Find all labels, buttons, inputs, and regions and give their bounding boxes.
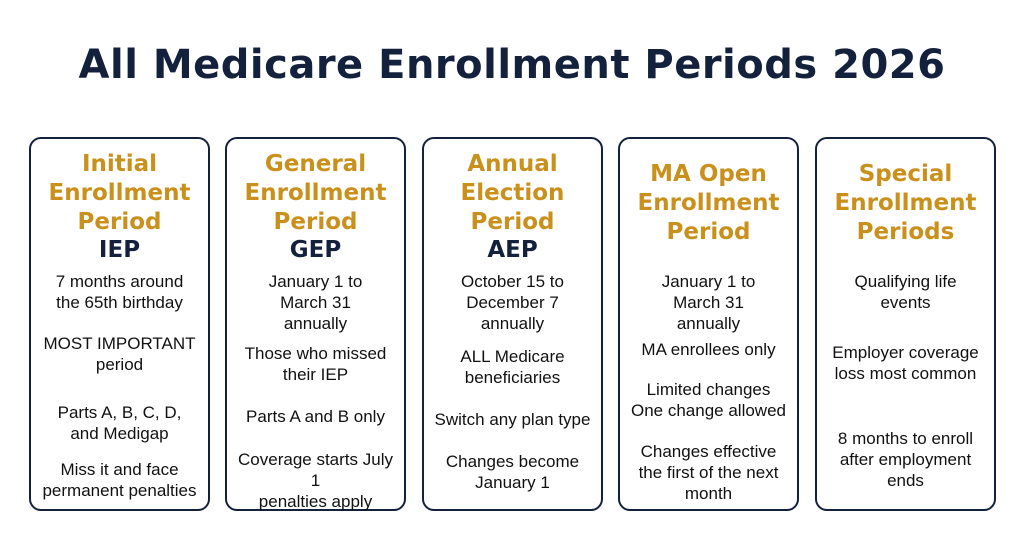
- card-detail: Coverage starts July 1 penalties apply: [238, 450, 393, 511]
- page-title: All Medicare Enrollment Periods 2026: [78, 42, 946, 88]
- card-detail: 8 months to enroll after employment ends: [837, 429, 974, 490]
- card-detail: January 1 to March 31 annually: [661, 272, 756, 333]
- card-annual-election-period: [422, 137, 603, 511]
- card-detail: Parts A, B, C, D, and Medigap: [57, 403, 182, 443]
- card-detail: MOST IMPORTANT period: [43, 334, 196, 374]
- card-period-abbr: IEP: [98, 237, 141, 263]
- card-detail: Switch any plan type: [434, 410, 591, 429]
- card-detail: Those who missed their IEP: [244, 344, 387, 384]
- card-detail: Limited changes One change allowed: [630, 380, 786, 420]
- card-detail: Parts A and B only: [246, 407, 385, 426]
- card-period-name: Annual Election Period: [460, 151, 565, 235]
- card-detail: Employer coverage loss most common: [832, 343, 979, 383]
- card-detail: October 15 to December 7 annually: [460, 272, 564, 333]
- card-detail: Qualifying life events: [854, 272, 957, 312]
- card-period-name: Initial Enrollment Period: [48, 151, 191, 235]
- card-detail: ALL Medicare beneficiaries: [460, 347, 565, 387]
- card-period-name: Special Enrollment Periods: [834, 161, 977, 245]
- card-detail: Changes become January 1: [445, 452, 580, 492]
- card-detail: January 1 to March 31 annually: [268, 272, 363, 333]
- card-detail: Miss it and face permanent penalties: [42, 460, 197, 500]
- card-ma-open-enrollment-period: [618, 137, 799, 511]
- card-period-name: MA Open Enrollment Period: [637, 161, 780, 245]
- card-detail: 7 months around the 65th birthday: [55, 272, 184, 312]
- card-detail: Changes effective the first of the next month: [638, 442, 779, 503]
- card-general-enrollment-period: [225, 137, 406, 511]
- card-period-abbr: GEP: [289, 237, 342, 263]
- card-initial-enrollment-period: [29, 137, 210, 511]
- card-detail: MA enrollees only: [641, 340, 776, 359]
- card-special-enrollment-periods: [815, 137, 996, 511]
- card-period-abbr: AEP: [487, 237, 538, 263]
- card-period-name: General Enrollment Period: [244, 151, 387, 235]
